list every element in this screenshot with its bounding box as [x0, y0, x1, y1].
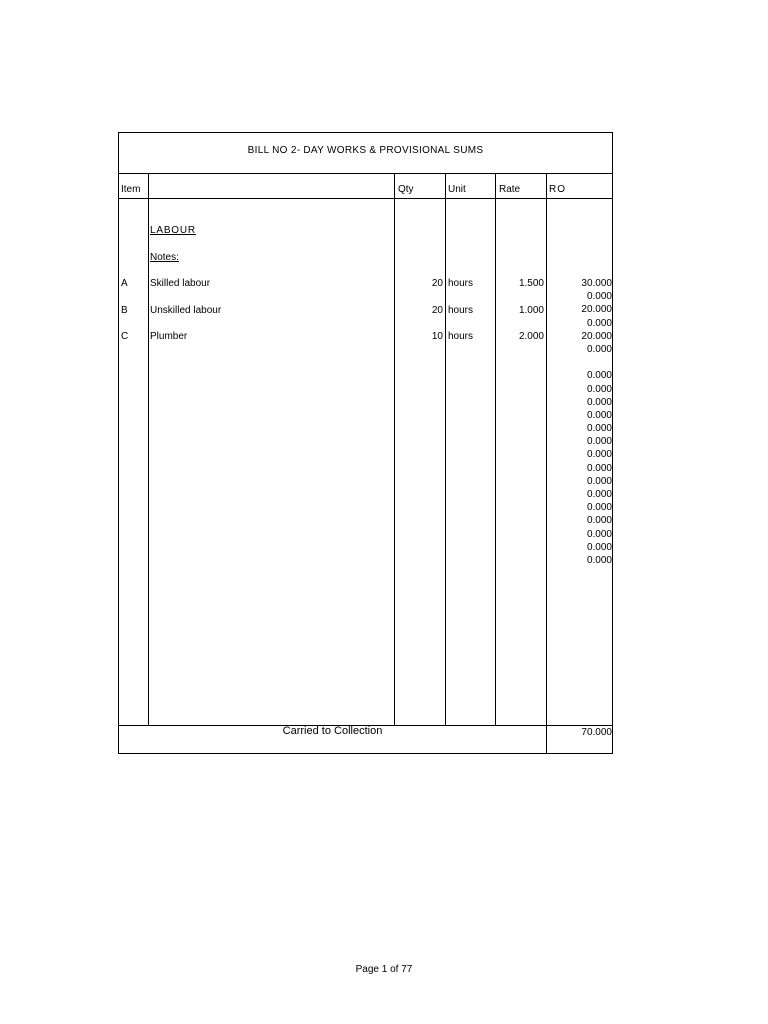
amount-cell: 0.000	[586, 423, 612, 435]
section-heading: LABOUR	[150, 225, 196, 236]
row-a-rate: 1.500	[518, 278, 544, 289]
amount-cell: 0.000	[586, 317, 612, 329]
row-c-qty: 10	[431, 331, 443, 342]
header-amount: RO	[549, 184, 566, 195]
amount-cell: 0.000	[586, 449, 612, 461]
bill-table	[118, 132, 613, 754]
row-b-item: B	[121, 305, 128, 316]
amount-cell: 30.000	[581, 278, 612, 289]
notes-label: Notes:	[150, 252, 179, 263]
amount-cell: 0.000	[586, 528, 612, 540]
amount-cell: 0.000	[586, 489, 612, 500]
title-divider	[119, 173, 612, 174]
row-c-unit: hours	[448, 331, 474, 342]
header-unit: Unit	[448, 184, 466, 195]
header-qty: Qty	[398, 184, 414, 195]
bill-title: BILL NO 2- DAY WORKS & PROVISIONAL SUMS	[247, 145, 484, 156]
row-a-qty: 20	[431, 278, 443, 289]
row-c-rate: 2.000	[518, 331, 544, 342]
amount-cell: 0.000	[586, 396, 612, 408]
amount-cell: 0.000	[586, 383, 612, 395]
amount-cell: 0.000	[586, 515, 612, 527]
amount-cell: 0.000	[586, 370, 612, 382]
row-b-rate: 1.000	[518, 305, 544, 316]
col-divider-unit	[495, 173, 496, 725]
amount-cell: 20.000	[581, 330, 612, 342]
amount-cell: 0.000	[586, 343, 612, 355]
amount-cell: 0.000	[586, 409, 612, 421]
amount-cell: 0.000	[586, 475, 612, 487]
amount-cell: 0.000	[586, 502, 612, 514]
row-b-description: Unskilled labour	[150, 305, 222, 316]
col-divider-desc	[394, 173, 395, 725]
row-c-description: Plumber	[150, 331, 188, 342]
row-c-item: C	[121, 331, 129, 342]
col-divider-item	[148, 173, 149, 725]
carried-to-collection-label: Carried to Collection	[282, 725, 383, 737]
header-item: Item	[121, 184, 141, 195]
amount-cell: 0.000	[586, 554, 612, 566]
amount-column	[547, 277, 612, 567]
row-b-qty: 20	[431, 305, 443, 316]
header-divider	[119, 198, 612, 199]
row-a-description: Skilled labour	[150, 278, 211, 289]
amount-cell: 20.000	[581, 304, 612, 316]
amount-cell: 0.000	[586, 291, 612, 303]
row-a-unit: hours	[448, 278, 474, 289]
row-a-item: A	[121, 278, 128, 289]
amount-cell: 0.000	[586, 541, 612, 553]
header-rate: Rate	[499, 184, 521, 195]
amount-cell: 0.000	[586, 462, 612, 474]
col-divider-qty	[445, 173, 446, 725]
carried-total: 70.000	[581, 727, 612, 738]
amount-cell: 0.000	[586, 436, 612, 448]
amount-cell	[547, 356, 612, 369]
row-b-unit: hours	[448, 305, 474, 316]
page-footer: Page 1 of 77	[355, 964, 413, 975]
